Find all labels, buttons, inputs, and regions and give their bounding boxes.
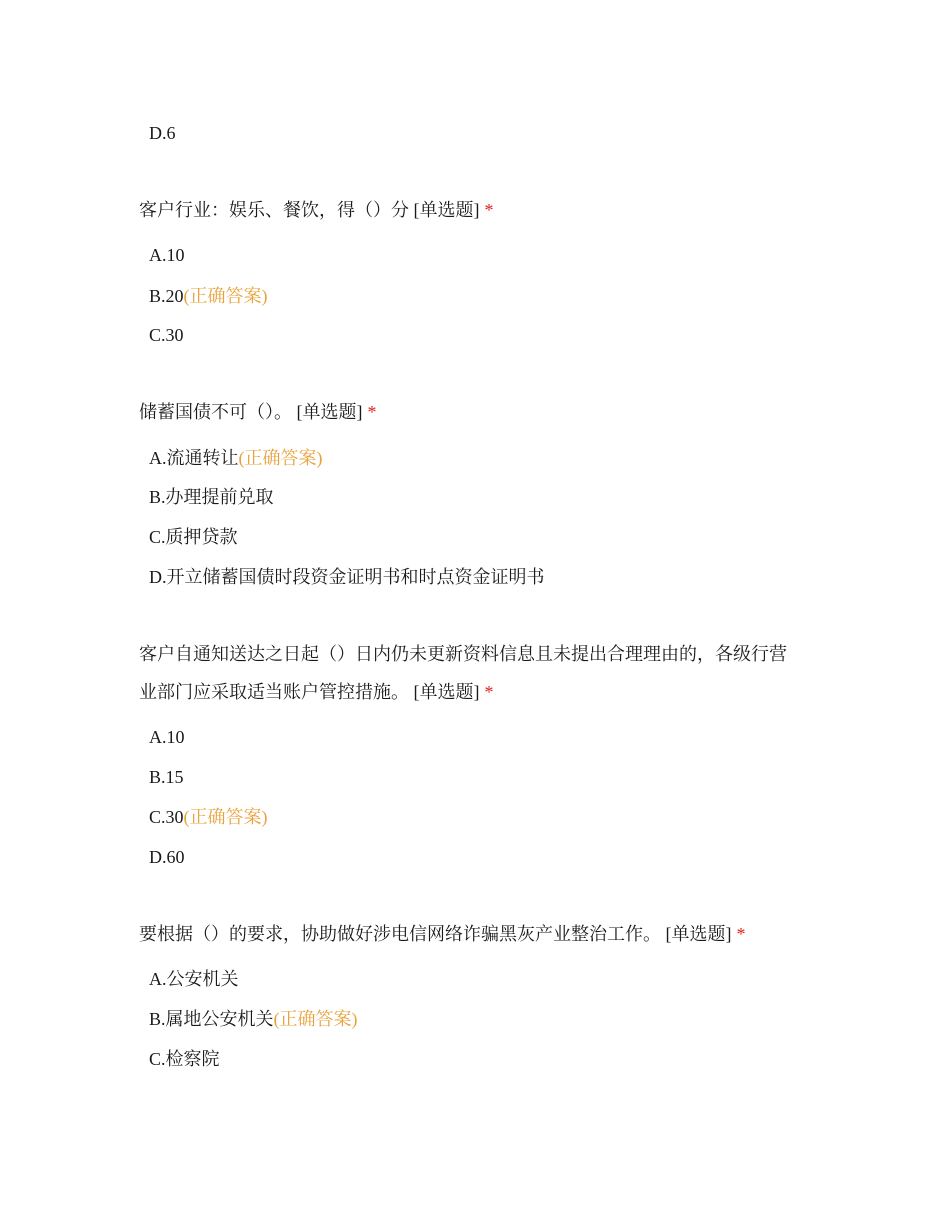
option-a (149, 243, 185, 267)
required-asterisk: * (367, 402, 377, 422)
option-d (149, 845, 185, 869)
option-c (149, 805, 268, 829)
question-title-line-2 (139, 680, 494, 704)
option-text: B.15 (149, 767, 184, 787)
question-text: 业部门应采取适当账户管控措施。 [单选题] (139, 682, 480, 702)
required-asterisk: * (484, 200, 494, 220)
option-text: B.属地公安机关 (149, 1009, 274, 1029)
correct-answer-tag: (正确答案) (183, 807, 268, 827)
correct-answer-tag: (正确答案) (273, 1009, 358, 1029)
option-text: C.30 (149, 807, 184, 827)
option-b (149, 284, 268, 308)
question-text: 要根据（）的要求，协助做好涉电信网络诈骗黑灰产业整治工作。 [单选题] (139, 924, 732, 944)
option-text: B.办理提前兑取 (149, 487, 274, 507)
question-text: 客户自通知送达之日起（）日内仍未更新资料信息且未提出合理理由的，各级行营 (139, 644, 787, 664)
option-d (149, 565, 545, 589)
option-text: D.开立储蓄国债时段资金证明书和时点资金证明书 (149, 567, 545, 587)
option-text: A.10 (149, 245, 185, 265)
option-a (149, 446, 323, 470)
option-d (149, 121, 176, 145)
option-b (149, 485, 274, 509)
option-c (149, 323, 184, 347)
option-text: C.检察院 (149, 1049, 220, 1069)
required-asterisk: * (736, 924, 746, 944)
option-text: D.60 (149, 847, 185, 867)
option-c (149, 525, 238, 549)
option-text: A.流通转让 (149, 448, 239, 468)
option-text: D.6 (149, 123, 176, 143)
option-a (149, 725, 185, 749)
question-title (139, 400, 377, 424)
option-c (149, 1047, 220, 1071)
option-text: C.30 (149, 325, 184, 345)
question-text: 储蓄国债不可（）。 [单选题] (139, 402, 363, 422)
option-text: C.质押贷款 (149, 527, 238, 547)
required-asterisk: * (484, 682, 494, 702)
correct-answer-tag: (正确答案) (183, 286, 268, 306)
question-title (139, 198, 494, 222)
question-text: 客户行业：娱乐、餐饮，得（）分 [单选题] (139, 200, 480, 220)
question-title (139, 922, 746, 946)
option-a (149, 967, 239, 991)
option-b (149, 765, 184, 789)
option-text: A.10 (149, 727, 185, 747)
question-title-line-1 (139, 642, 787, 666)
option-text: B.20 (149, 286, 184, 306)
correct-answer-tag: (正确答案) (238, 448, 323, 468)
option-text: A.公安机关 (149, 969, 239, 989)
option-b (149, 1007, 358, 1031)
